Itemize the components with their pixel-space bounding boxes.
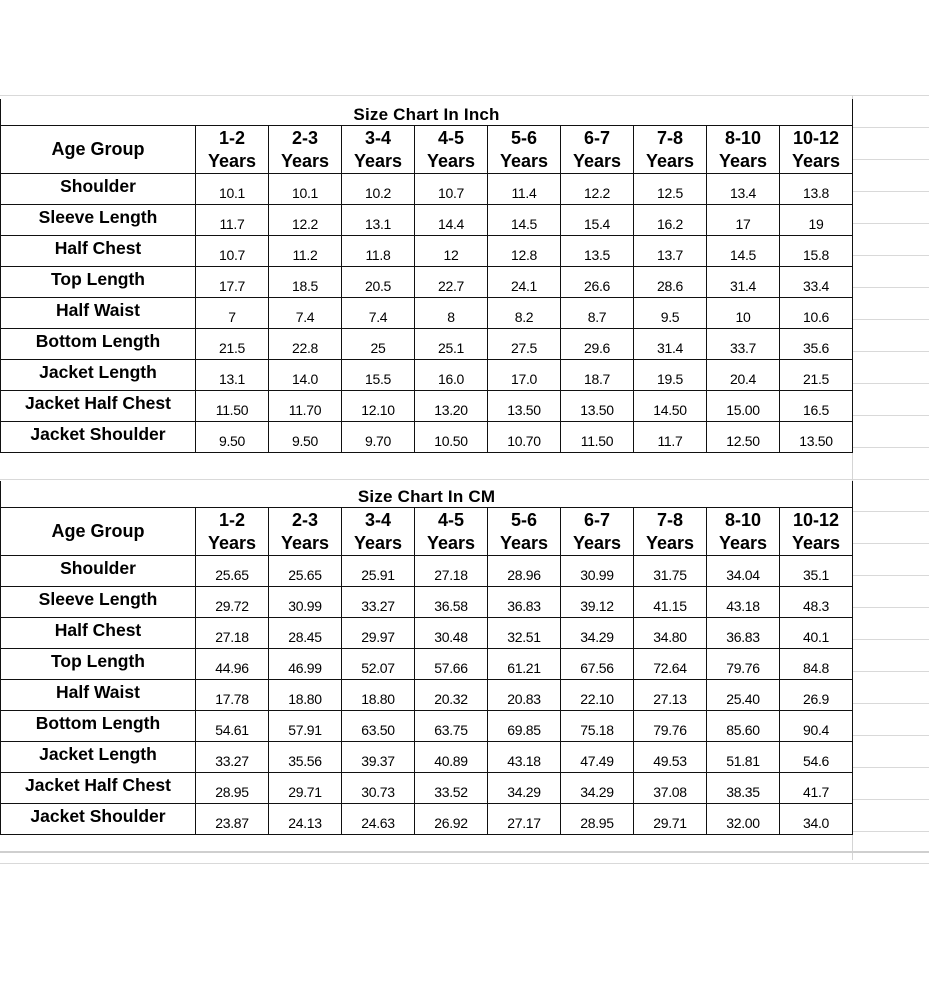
measurement-value: 20.83 (488, 680, 561, 711)
age-column-header (488, 508, 561, 556)
measurement-value: 32.51 (488, 618, 561, 649)
measurement-value: 30.48 (415, 618, 488, 649)
measurement-value: 11.7 (634, 422, 707, 453)
measurement-value: 12 (415, 236, 488, 267)
measurement-value: 38.35 (707, 773, 780, 804)
measurement-value: 35.1 (780, 556, 853, 587)
sheet-bottom-border (0, 851, 929, 853)
measurement-value: 21.5 (196, 329, 269, 360)
measurement-value: 11.50 (196, 391, 269, 422)
age-column-header (269, 508, 342, 556)
age-range: 1-2 (218, 509, 245, 530)
age-column-header (342, 508, 415, 556)
measurement-row (1, 236, 853, 267)
size-chart-inch-table (0, 99, 853, 453)
measurement-value: 10.7 (415, 174, 488, 205)
measurement-value: 16.2 (634, 205, 707, 236)
measurement-value: 25.91 (342, 556, 415, 587)
measurement-value: 28.6 (634, 267, 707, 298)
measurement-value: 17.78 (196, 680, 269, 711)
measurement-value: 40.89 (415, 742, 488, 773)
measurement-value: 90.4 (780, 711, 853, 742)
measurement-value: 32.00 (707, 804, 780, 835)
measurement-value: 37.08 (634, 773, 707, 804)
measurement-value: 44.96 (196, 649, 269, 680)
measurement-value: 17 (707, 205, 780, 236)
measurement-value: 10.7 (196, 236, 269, 267)
age-group-header: Age Group (1, 508, 196, 556)
measurement-value: 11.8 (342, 236, 415, 267)
measurement-value: 28.95 (196, 773, 269, 804)
measurement-value: 13.50 (561, 391, 634, 422)
measurement-label: Half Waist (1, 680, 196, 711)
measurement-value: 15.5 (342, 360, 415, 391)
measurement-value: 20.5 (342, 267, 415, 298)
measurement-value: 15.8 (780, 236, 853, 267)
measurement-value: 63.50 (342, 711, 415, 742)
measurement-row (1, 174, 853, 205)
measurement-row (1, 556, 853, 587)
age-unit: Years (207, 532, 257, 553)
measurement-label: Half Chest (1, 618, 196, 649)
measurement-value: 24.13 (269, 804, 342, 835)
measurement-value: 7.4 (342, 298, 415, 329)
age-range: 10-12 (793, 509, 840, 530)
measurement-value: 31.4 (707, 267, 780, 298)
age-unit: Years (499, 150, 549, 171)
measurement-value: 57.91 (269, 711, 342, 742)
measurement-value: 54.61 (196, 711, 269, 742)
measurement-value: 34.0 (780, 804, 853, 835)
measurement-value: 40.1 (780, 618, 853, 649)
measurement-row (1, 773, 853, 804)
measurement-value: 29.71 (269, 773, 342, 804)
measurement-value: 34.29 (561, 773, 634, 804)
measurement-value: 36.58 (415, 587, 488, 618)
measurement-value: 34.29 (488, 773, 561, 804)
measurement-value: 61.21 (488, 649, 561, 680)
measurement-value: 27.13 (634, 680, 707, 711)
measurement-row (1, 742, 853, 773)
measurement-value: 9.50 (269, 422, 342, 453)
measurement-value: 35.56 (269, 742, 342, 773)
measurement-value: 17.7 (196, 267, 269, 298)
measurement-row (1, 680, 853, 711)
measurement-value: 29.71 (634, 804, 707, 835)
measurement-row (1, 391, 853, 422)
age-column-header (561, 508, 634, 556)
measurement-value: 13.50 (780, 422, 853, 453)
measurement-value: 14.50 (634, 391, 707, 422)
age-column-header (634, 126, 707, 174)
age-range: 2-3 (291, 127, 318, 148)
age-unit: Years (426, 150, 476, 171)
age-group-header: Age Group (1, 126, 196, 174)
measurement-value: 11.70 (269, 391, 342, 422)
measurement-value: 12.2 (561, 174, 634, 205)
age-range: 4-5 (437, 127, 464, 148)
measurement-value: 16.5 (780, 391, 853, 422)
measurement-value: 33.4 (780, 267, 853, 298)
measurement-value: 67.56 (561, 649, 634, 680)
measurement-value: 14.4 (415, 205, 488, 236)
age-unit: Years (353, 532, 403, 553)
measurement-value: 79.76 (707, 649, 780, 680)
measurement-value: 7.4 (269, 298, 342, 329)
measurement-value: 31.75 (634, 556, 707, 587)
age-range: 8-10 (724, 509, 762, 530)
measurement-value: 29.72 (196, 587, 269, 618)
measurement-value: 10.70 (488, 422, 561, 453)
measurement-value: 9.5 (634, 298, 707, 329)
measurement-label: Jacket Shoulder (1, 804, 196, 835)
measurement-label: Sleeve Length (1, 587, 196, 618)
measurement-value: 25.65 (196, 556, 269, 587)
measurement-value: 8.2 (488, 298, 561, 329)
measurement-label: Half Chest (1, 236, 196, 267)
measurement-value: 43.18 (488, 742, 561, 773)
measurement-value: 19 (780, 205, 853, 236)
measurement-value: 57.66 (415, 649, 488, 680)
measurement-value: 25.65 (269, 556, 342, 587)
measurement-value: 8 (415, 298, 488, 329)
measurement-value: 9.50 (196, 422, 269, 453)
age-range: 6-7 (583, 509, 610, 530)
measurement-row (1, 329, 853, 360)
measurement-label: Top Length (1, 649, 196, 680)
age-column-header (780, 508, 853, 556)
measurement-value: 34.29 (561, 618, 634, 649)
measurement-value: 24.1 (488, 267, 561, 298)
measurement-value: 13.1 (342, 205, 415, 236)
age-range: 3-4 (364, 509, 391, 530)
measurement-value: 29.97 (342, 618, 415, 649)
measurement-value: 27.18 (415, 556, 488, 587)
measurement-label: Shoulder (1, 174, 196, 205)
measurement-value: 26.9 (780, 680, 853, 711)
measurement-value: 16.0 (415, 360, 488, 391)
measurement-value: 11.7 (196, 205, 269, 236)
measurement-row (1, 205, 853, 236)
measurement-value: 63.75 (415, 711, 488, 742)
measurement-value: 18.80 (269, 680, 342, 711)
measurement-value: 14.5 (488, 205, 561, 236)
age-unit: Years (207, 150, 257, 171)
age-unit: Years (280, 150, 330, 171)
measurement-value: 49.53 (634, 742, 707, 773)
measurement-value: 10.1 (196, 174, 269, 205)
measurement-value: 14.5 (707, 236, 780, 267)
measurement-value: 23.87 (196, 804, 269, 835)
measurement-value: 33.27 (196, 742, 269, 773)
measurement-value: 11.50 (561, 422, 634, 453)
measurement-value: 28.96 (488, 556, 561, 587)
measurement-value: 27.5 (488, 329, 561, 360)
age-unit: Years (572, 150, 622, 171)
age-unit: Years (572, 532, 622, 553)
age-unit: Years (426, 532, 476, 553)
size-chart-cm-table (0, 481, 853, 835)
measurement-value: 11.4 (488, 174, 561, 205)
measurement-value: 13.20 (415, 391, 488, 422)
measurement-label: Jacket Half Chest (1, 391, 196, 422)
measurement-value: 36.83 (488, 587, 561, 618)
measurement-value: 14.0 (269, 360, 342, 391)
measurement-value: 8.7 (561, 298, 634, 329)
measurement-value: 84.8 (780, 649, 853, 680)
measurement-value: 22.10 (561, 680, 634, 711)
measurement-value: 24.63 (342, 804, 415, 835)
age-column-header (269, 126, 342, 174)
measurement-value: 30.99 (561, 556, 634, 587)
measurement-value: 17.0 (488, 360, 561, 391)
measurement-value: 20.4 (707, 360, 780, 391)
measurement-row (1, 711, 853, 742)
measurement-label: Jacket Length (1, 742, 196, 773)
measurement-label: Bottom Length (1, 329, 196, 360)
measurement-value: 12.8 (488, 236, 561, 267)
age-range: 1-2 (218, 127, 245, 148)
measurement-value: 22.7 (415, 267, 488, 298)
age-column-header (707, 126, 780, 174)
measurement-label: Half Waist (1, 298, 196, 329)
age-range: 5-6 (510, 509, 537, 530)
measurement-value: 27.17 (488, 804, 561, 835)
measurement-value: 18.7 (561, 360, 634, 391)
measurement-value: 10.6 (780, 298, 853, 329)
measurement-value: 13.5 (561, 236, 634, 267)
measurement-value: 54.6 (780, 742, 853, 773)
age-unit: Years (499, 532, 549, 553)
measurement-value: 13.8 (780, 174, 853, 205)
measurement-value: 31.4 (634, 329, 707, 360)
age-range: 3-4 (364, 127, 391, 148)
measurement-value: 22.8 (269, 329, 342, 360)
age-range: 10-12 (793, 127, 840, 148)
age-unit: Years (280, 532, 330, 553)
age-range: 4-5 (437, 509, 464, 530)
measurement-value: 43.18 (707, 587, 780, 618)
measurement-value: 9.70 (342, 422, 415, 453)
age-column-header (561, 126, 634, 174)
age-column-header (196, 126, 269, 174)
measurement-row (1, 360, 853, 391)
age-column-header (415, 126, 488, 174)
measurement-value: 29.6 (561, 329, 634, 360)
age-unit: Years (353, 150, 403, 171)
measurement-value: 25 (342, 329, 415, 360)
measurement-value: 10 (707, 298, 780, 329)
measurement-value: 34.80 (634, 618, 707, 649)
measurement-value: 28.95 (561, 804, 634, 835)
table-title: Size Chart In CM (1, 481, 853, 508)
measurement-value: 25.40 (707, 680, 780, 711)
measurement-value: 79.76 (634, 711, 707, 742)
measurement-value: 41.7 (780, 773, 853, 804)
measurement-label: Sleeve Length (1, 205, 196, 236)
measurement-value: 12.10 (342, 391, 415, 422)
measurement-value: 85.60 (707, 711, 780, 742)
measurement-value: 33.27 (342, 587, 415, 618)
measurement-row (1, 422, 853, 453)
spreadsheet-grid-columns (852, 95, 929, 860)
measurement-value: 12.2 (269, 205, 342, 236)
measurement-row (1, 267, 853, 298)
measurement-row (1, 618, 853, 649)
measurement-value: 75.18 (561, 711, 634, 742)
measurement-value: 39.37 (342, 742, 415, 773)
age-range: 6-7 (583, 127, 610, 148)
measurement-label: Top Length (1, 267, 196, 298)
measurement-value: 19.5 (634, 360, 707, 391)
measurement-value: 30.99 (269, 587, 342, 618)
measurement-value: 33.52 (415, 773, 488, 804)
measurement-value: 48.3 (780, 587, 853, 618)
age-unit: Years (791, 532, 841, 553)
age-column-header (415, 508, 488, 556)
age-range: 5-6 (510, 127, 537, 148)
measurement-value: 12.50 (707, 422, 780, 453)
measurement-value: 69.85 (488, 711, 561, 742)
measurement-value: 13.50 (488, 391, 561, 422)
measurement-value: 10.50 (415, 422, 488, 453)
age-range: 8-10 (724, 127, 762, 148)
measurement-value: 27.18 (196, 618, 269, 649)
measurement-value: 20.32 (415, 680, 488, 711)
measurement-value: 26.6 (561, 267, 634, 298)
measurement-value: 11.2 (269, 236, 342, 267)
age-range: 7-8 (656, 509, 683, 530)
age-unit: Years (645, 532, 695, 553)
measurement-value: 35.6 (780, 329, 853, 360)
measurement-value: 13.4 (707, 174, 780, 205)
measurement-value: 7 (196, 298, 269, 329)
measurement-value: 13.1 (196, 360, 269, 391)
measurement-value: 30.73 (342, 773, 415, 804)
measurement-value: 34.04 (707, 556, 780, 587)
measurement-label: Jacket Half Chest (1, 773, 196, 804)
measurement-label: Bottom Length (1, 711, 196, 742)
age-unit: Years (791, 150, 841, 171)
age-column-header (342, 126, 415, 174)
measurement-row (1, 298, 853, 329)
table-title: Size Chart In Inch (1, 99, 853, 126)
age-unit: Years (718, 532, 768, 553)
measurement-value: 52.07 (342, 649, 415, 680)
measurement-value: 25.1 (415, 329, 488, 360)
age-column-header (780, 126, 853, 174)
measurement-value: 36.83 (707, 618, 780, 649)
measurement-value: 12.5 (634, 174, 707, 205)
age-column-header (488, 126, 561, 174)
age-column-header (196, 508, 269, 556)
age-unit: Years (718, 150, 768, 171)
measurement-value: 51.81 (707, 742, 780, 773)
measurement-value: 10.2 (342, 174, 415, 205)
measurement-value: 15.00 (707, 391, 780, 422)
measurement-value: 28.45 (269, 618, 342, 649)
measurement-value: 47.49 (561, 742, 634, 773)
age-column-header (707, 508, 780, 556)
measurement-label: Shoulder (1, 556, 196, 587)
measurement-value: 26.92 (415, 804, 488, 835)
measurement-value: 33.7 (707, 329, 780, 360)
measurement-row (1, 649, 853, 680)
measurement-value: 15.4 (561, 205, 634, 236)
measurement-value: 72.64 (634, 649, 707, 680)
age-unit: Years (645, 150, 695, 171)
measurement-value: 41.15 (634, 587, 707, 618)
measurement-row (1, 587, 853, 618)
measurement-row (1, 804, 853, 835)
measurement-value: 21.5 (780, 360, 853, 391)
age-range: 2-3 (291, 509, 318, 530)
measurement-value: 39.12 (561, 587, 634, 618)
measurement-value: 18.80 (342, 680, 415, 711)
age-column-header (634, 508, 707, 556)
measurement-value: 13.7 (634, 236, 707, 267)
measurement-value: 46.99 (269, 649, 342, 680)
age-range: 7-8 (656, 127, 683, 148)
measurement-value: 10.1 (269, 174, 342, 205)
measurement-label: Jacket Shoulder (1, 422, 196, 453)
measurement-label: Jacket Length (1, 360, 196, 391)
measurement-value: 18.5 (269, 267, 342, 298)
